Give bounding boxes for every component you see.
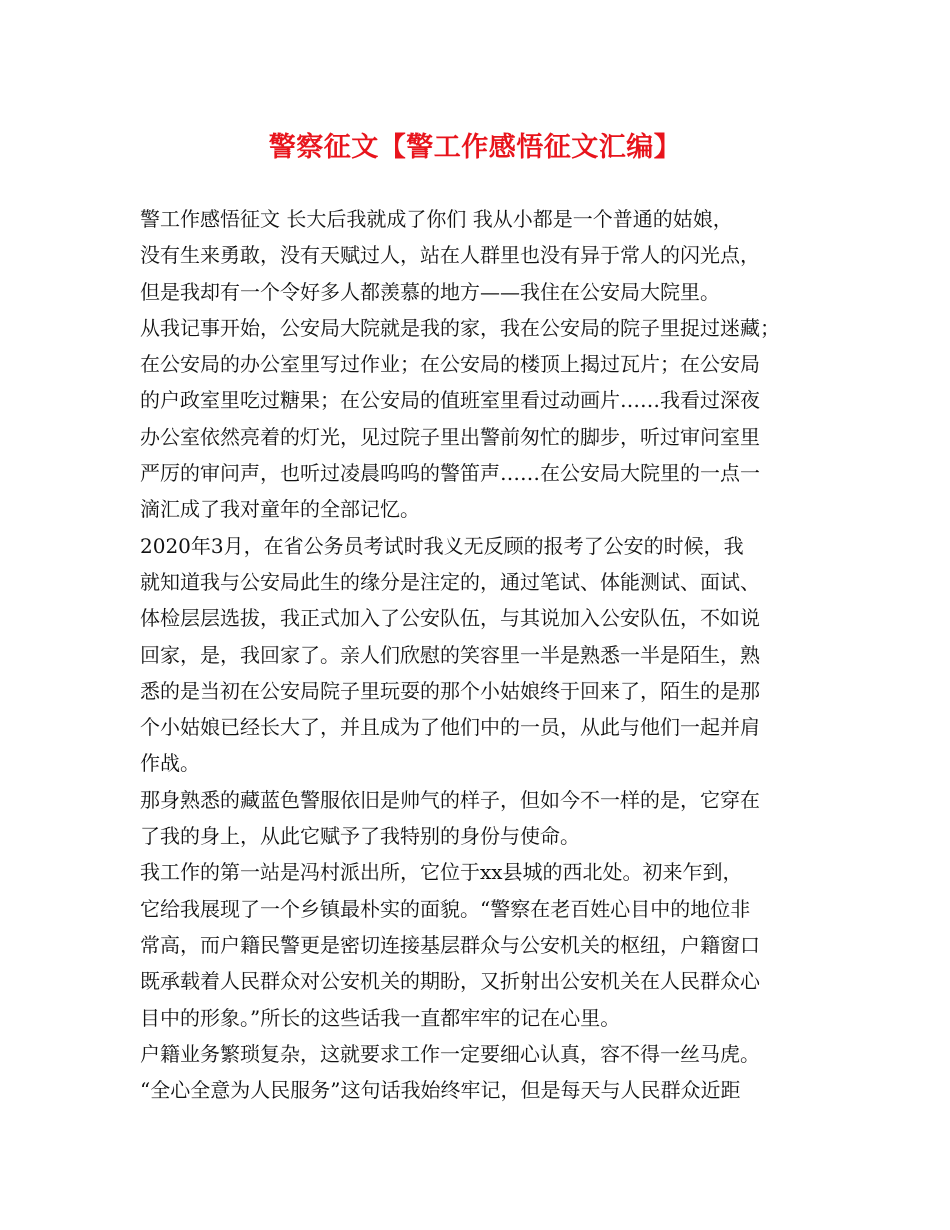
body-line: 警工作感悟征文 长大后我就成了你们 我从小都是一个普通的姑娘， [140,207,733,231]
body-line: 严厉的审问声，也听过凌晨呜呜的警笛声……在公安局大院里的一点一 [140,461,760,486]
body-line: 常高，而户籍民警更是密切连接基层群众与公安机关的枢纽，户籍窗口 [140,932,760,957]
body-line: 的户政室里吃过糖果；在公安局的值班室里看过动画片……我看过深夜 [140,388,760,413]
body-line: 作战。 [140,751,200,776]
body-line: 没有生来勇敢，没有天赋过人，站在人群里也没有异于常人的闪光点， [140,243,760,268]
body-line: 悉的是当初在公安局院子里玩耍的那个小姑娘终于回来了，陌生的是那 [140,678,760,703]
body-line: 户籍业务繁琐复杂，这就要求工作一定要细心认真，容不得一丝马虎。 [140,1041,760,1066]
body-line: 从我记事开始，公安局大院就是我的家，我在公安局的院子里捉过迷藏； [140,315,780,340]
body-line: 办公室依然亮着的灯光，见过院子里出警前匆忙的脚步，听过审问室里 [140,424,760,449]
document-title: 警察征文【警工作感悟征文汇编】 [268,132,682,163]
body-line: 在公安局的办公室里写过作业；在公安局的楼顶上揭过瓦片；在公安局 [140,352,760,377]
body-line: 它给我展现了一个乡镇最朴实的面貌。“警察在老百姓心目中的地位非 [140,896,751,921]
body-line: 回家，是，我回家了。亲人们欣慰的笑容里一半是熟悉一半是陌生，熟 [140,642,760,667]
body-line: 个小姑娘已经长大了，并且成为了他们中的一员，从此与他们一起并肩 [140,715,760,740]
body-line: 就知道我与公安局此生的缘分是注定的，通过笔试、体能测试、面试、 [140,569,760,594]
body-line: 但是我却有一个令好多人都羡慕的地方——我住在公安局大院里。 [140,279,720,304]
body-line: 体检层层选拔，我正式加入了公安队伍，与其说加入公安队伍，不如说 [140,606,760,631]
body-line: 那身熟悉的藏蓝色警服依旧是帅气的样子，但如今不一样的是，它穿在 [140,787,760,812]
body-line: 目中的形象。”所长的这些话我一直都牢牢的记在心里。 [140,1005,621,1030]
body-line: 滴汇成了我对童年的全部记忆。 [140,497,420,522]
body-line: 我工作的第一站是冯村派出所，它位于xx县城的西北处。初来乍到， [140,860,743,885]
body-line: 了我的身上，从此它赋予了我特别的身份与使命。 [140,824,580,849]
body-line: 2020年3月，在省公务员考试时我义无反顾的报考了公安的时候，我 [140,533,744,558]
body-line: “全心全意为人民服务”这句话我始终牢记，但是每天与人民群众近距 [140,1078,741,1103]
body-line: 既承载着人民群众对公安机关的期盼，又折射出公安机关在人民群众心 [140,969,760,994]
document-body [140,201,830,1108]
